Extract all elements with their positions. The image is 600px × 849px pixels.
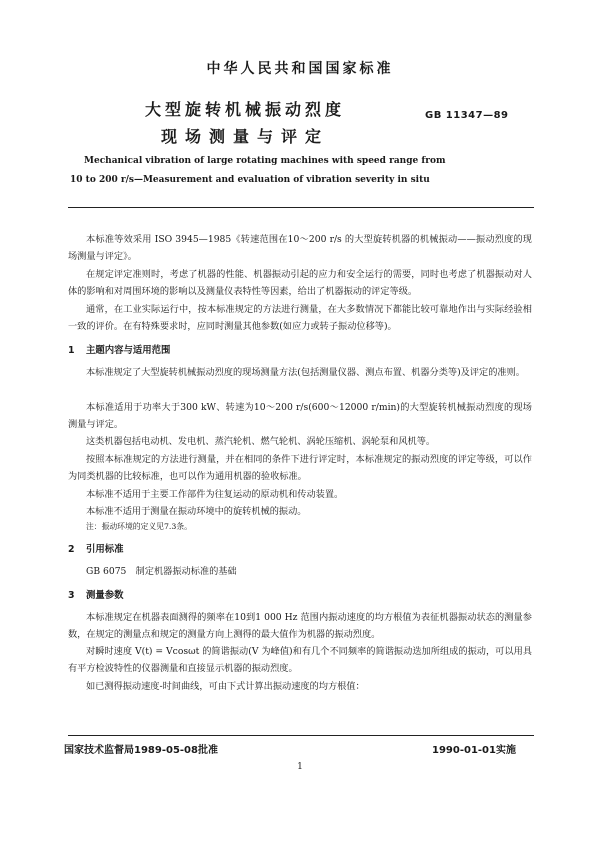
section-1-paragraph: 本标准适用于功率大于300 kW、转速为10～200 r/s(600～12000 r/min)的大型旋转机械振动烈度的现场测量与评定。 — [68, 402, 532, 431]
section-1-paragraph: 这类机器包括电动机、发电机、蒸汽轮机、燃气轮机、涡轮压缩机、涡轮泵和风机等。 — [86, 436, 436, 447]
section-1-paragraph: 本标准不适用于测量在振动环境中的旋转机械的振动。 — [86, 506, 307, 517]
approval-date: 国家技术监督局1989-05-08批准 — [64, 745, 218, 756]
reference-standard: GB 6075 制定机器振动标准的基础 — [86, 566, 237, 577]
intro-paragraph: 本标准等效采用 ISO 3945—1985《转速范围在10～200 r/s 的大型旋转机器的机械振动——振动烈度的现场测量与评定》。 — [68, 234, 532, 263]
section-3-paragraph: 对瞬时速度 V(t) = Vcosωt 的简谐振动(V 为峰值)和有几个不同频率的简谐振动迭加所组成的振动，可以用具有平方检波特性的仪器测量和直接显示机器的振动烈度。 — [68, 646, 532, 675]
page-number: 1 — [297, 762, 303, 772]
english-title-line-2: 10 to 200 r/s—Measurement and evaluation of vibration severity in situ — [70, 175, 430, 185]
section-1-paragraph: 本标准规定了大型旋转机械振动烈度的现场测量方法(包括测量仪器、测点布置、机器分类等)及评定的准则。 — [86, 367, 525, 378]
section-heading-2: 2 引用标准 — [68, 544, 124, 555]
english-title — [70, 152, 514, 190]
english-title-line-1: Mechanical vibration of large rotating machines with speed range from — [84, 156, 446, 166]
standard-organization: 中华人民共和国国家标准 — [206, 61, 394, 77]
implementation-date: 1990-01-01实施 — [432, 745, 516, 756]
header-divider — [68, 207, 534, 208]
footer-divider — [68, 735, 534, 736]
intro-paragraph: 在规定评定准则时，考虑了机器的性能、机器振动引起的应力和安全运行的需要，同时也考虑了机器振动对人体的影响和对周围环境的影响以及测量仪表特性等因素，给出了机器振动的评定等级。 — [68, 269, 532, 298]
standard-code: GB 11347—89 — [425, 110, 509, 121]
section-1-paragraph: 按照本标准规定的方法进行测量，并在相同的条件下进行评定时，本标准规定的振动烈度的评定等级，可以作为同类机器的比较标准，也可以作为通用机器的验收标准。 — [68, 454, 532, 483]
title-line-2: 现场测量与评定 — [160, 127, 329, 146]
section-1-note: 注：振动环境的定义见7.3条。 — [86, 522, 192, 531]
title-line-1: 大型旋转机械振动烈度 — [144, 100, 345, 119]
section-1-paragraph: 本标准不适用于主要工作部件为往复运动的原动机和传动装置。 — [86, 489, 344, 500]
section-3-paragraph: 如已测得振动速度-时间曲线，可由下式计算出振动速度的均方根值： — [86, 681, 365, 692]
section-heading-3: 3 测量参数 — [68, 590, 124, 601]
intro-paragraph: 通常，在工业实际运行中，按本标准规定的方法进行测量，在大多数情况下都能比较可靠地作出与实际经验相一致的评价。在有特殊要求时，应同时测量其他参数(如应力或转子振动位移等)。 — [68, 304, 532, 333]
section-3-paragraph: 本标准规定在机器表面测得的频率在10到1 000 Hz 范围内振动速度的均方根值为表征机器振动状态的测量参数，在规定的测量点和规定的测量方向上测得的最大值作为机器的振动烈度。 — [68, 612, 532, 641]
section-heading-1: 1 主题内容与适用范围 — [68, 345, 171, 356]
